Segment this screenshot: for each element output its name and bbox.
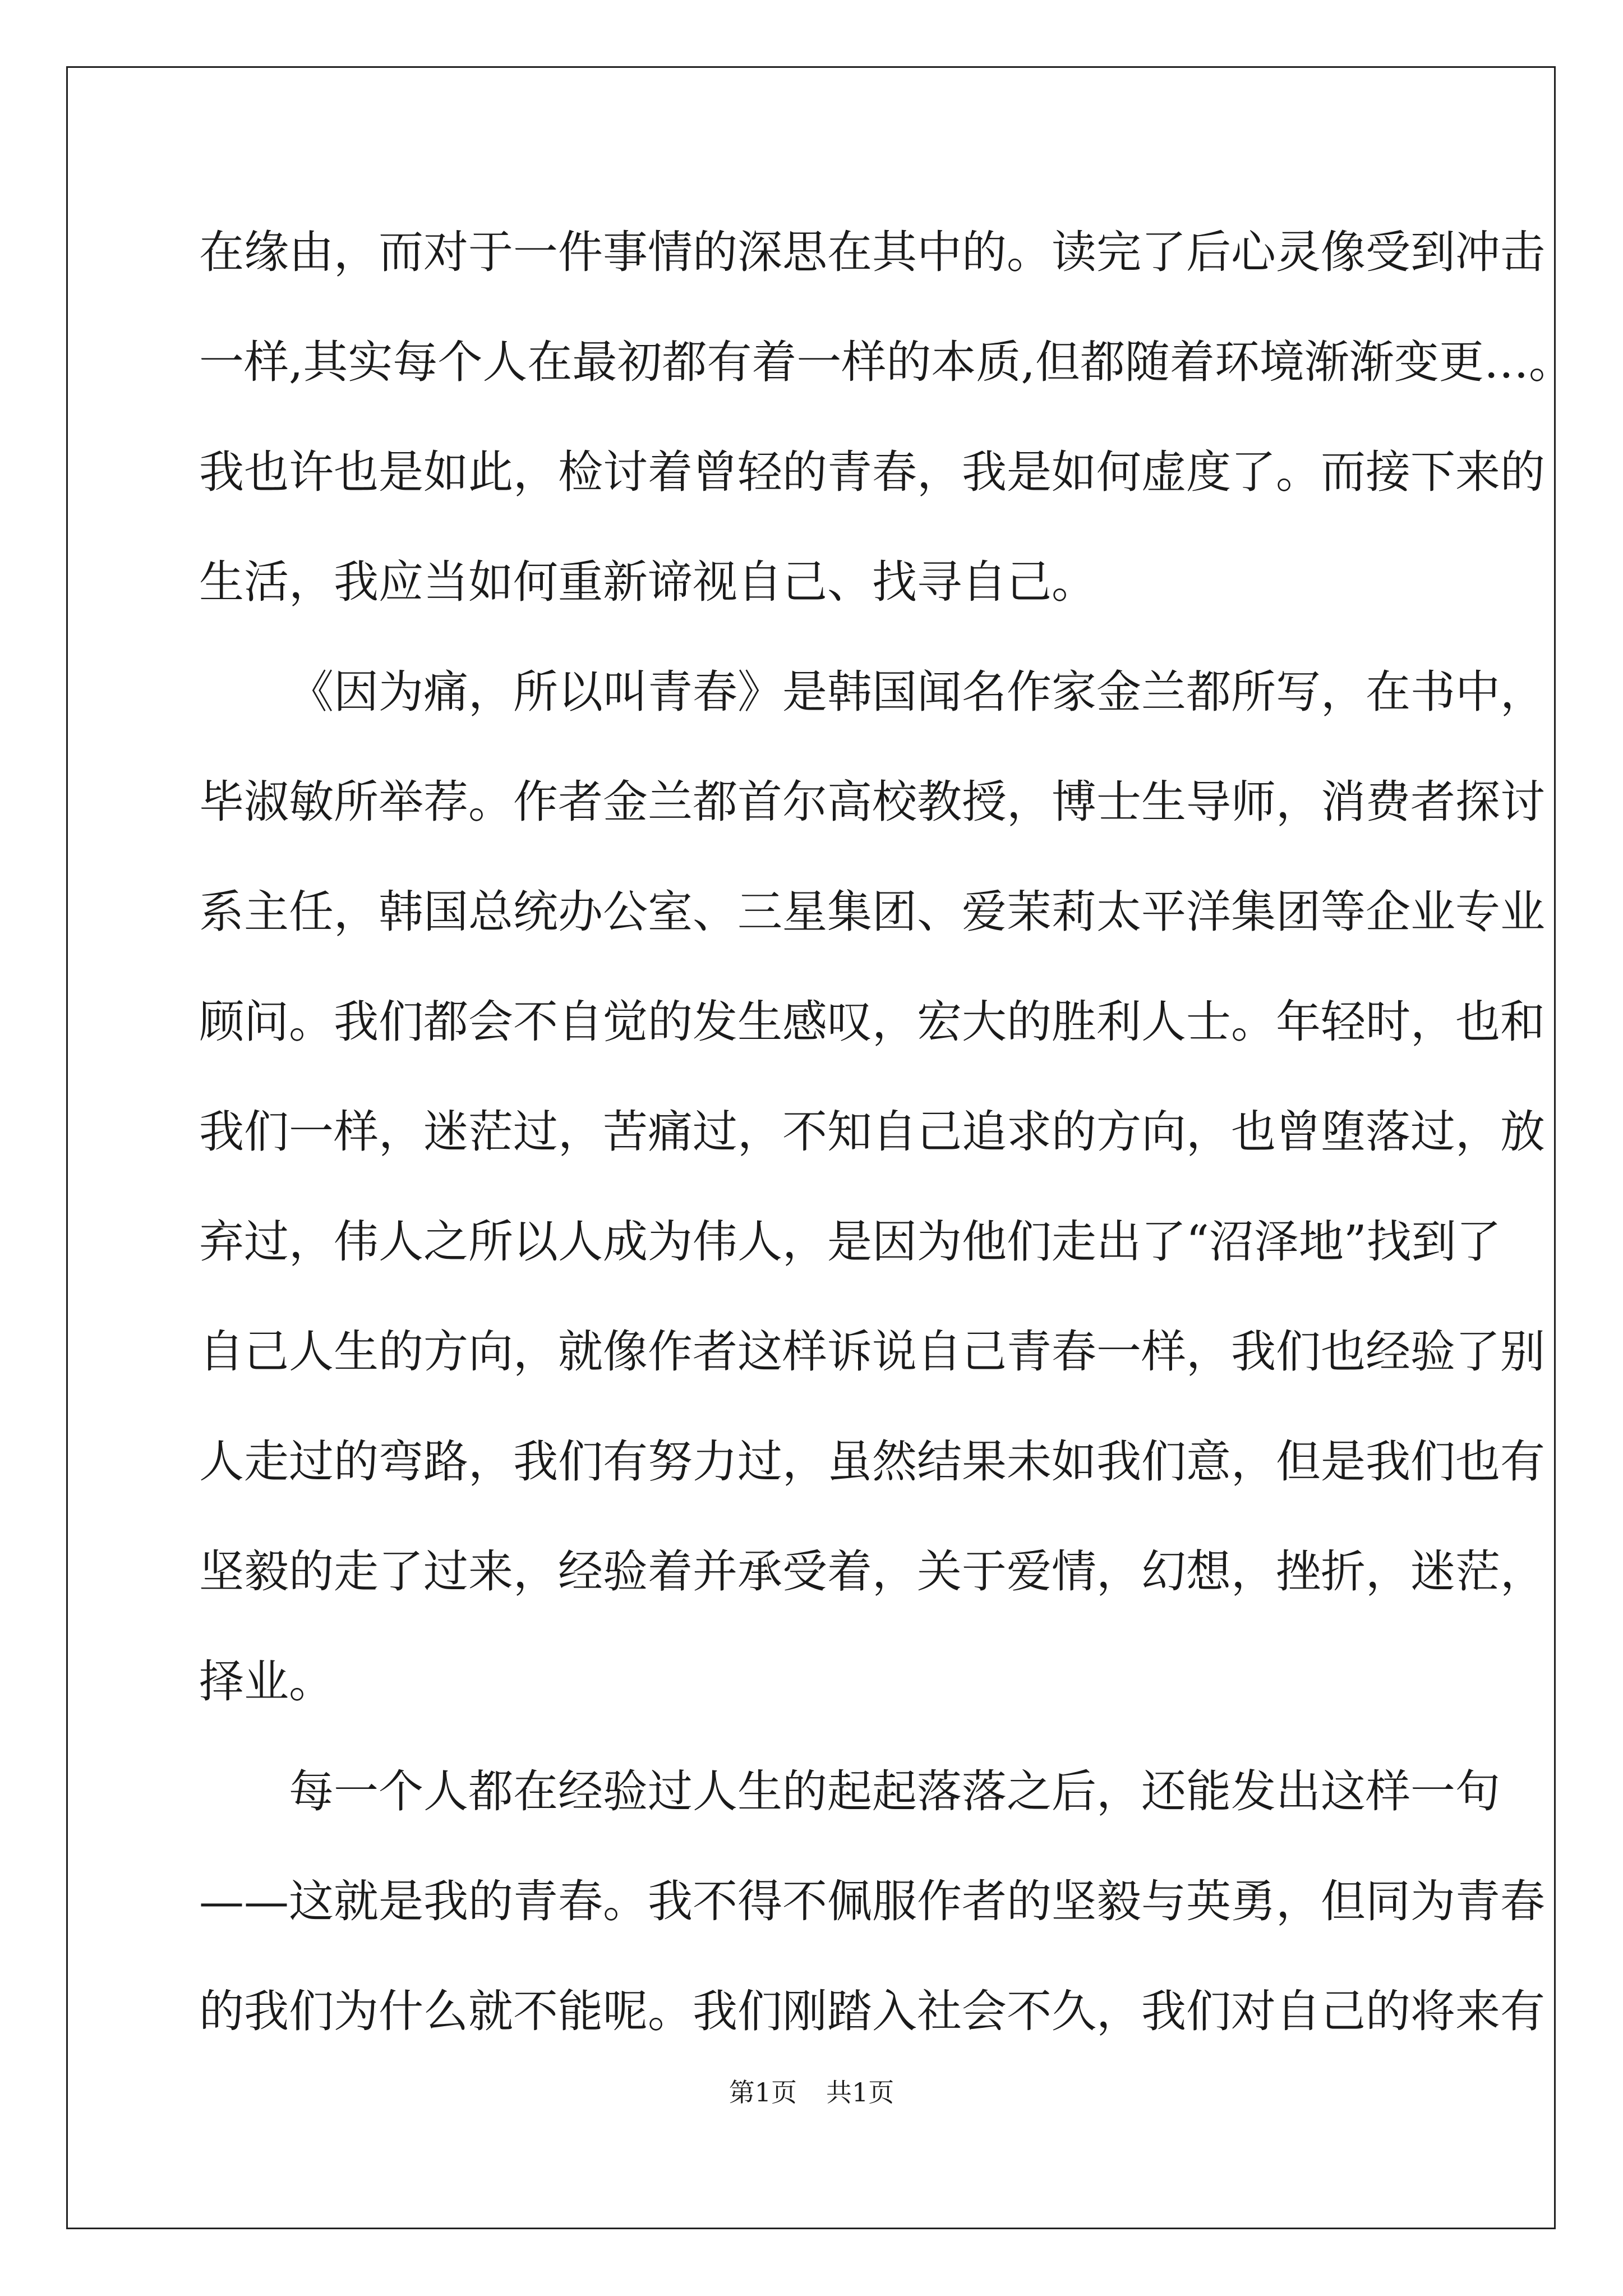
- text-line: 《因为痛，所以叫青春》是韩国闻名作家金兰都所写，在书中，: [289, 666, 1545, 718]
- page-footer: [0, 2076, 1623, 2109]
- text-line: 自己人生的方向，就像作者这样诉说自己青春一样，我们也经验了别: [199, 1326, 1545, 1378]
- text-line: 在缘由，而对于一件事情的深思在其中的。读完了后心灵像受到冲击: [199, 226, 1545, 278]
- text-line: 系主任，韩国总统办公室、三星集团、爱茉莉太平洋集团等企业专业: [199, 886, 1545, 938]
- text-line: ——这就是我的青春。我不得不佩服作者的坚毅与英勇，但同为青春: [199, 1875, 1545, 1927]
- text-line: 毕淑敏所举荐。作者金兰都首尔高校教授，博士生导师，消费者探讨: [199, 776, 1545, 828]
- text-line: 每一个人都在经验过人生的起起落落之后，还能发出这样一句: [289, 1765, 1500, 1818]
- text-line: 择业。: [199, 1655, 334, 1708]
- page-total: 共1页: [826, 2077, 895, 2108]
- text-line: 坚毅的走了过来，经验着并承受着，关于爱情，幻想，挫折，迷茫，: [199, 1545, 1545, 1598]
- text-line: 我们一样，迷茫过，苦痛过，不知自己追求的方向，也曾堕落过，放: [199, 1106, 1545, 1158]
- page-number: 第1页: [728, 2077, 797, 2108]
- text-line: 顾问。我们都会不自觉的发生感叹，宏大的胜利人士。年轻时，也和: [199, 996, 1545, 1048]
- text-line: 我也许也是如此，检讨着曾轻的青春，我是如何虚度了。而接下来的: [199, 446, 1545, 498]
- text-line: 的我们为什么就不能呢。我们刚踏入社会不久，我们对自己的将来有: [199, 1985, 1545, 2037]
- text-line: 弃过，伟人之所以人成为伟人，是因为他们走出了“沼泽地”找到了: [199, 1216, 1501, 1268]
- text-line: 人走过的弯路，我们有努力过，虽然结果未如我们意，但是我们也有: [199, 1435, 1545, 1488]
- text-line: 一样,其实每个人在最初都有着一样的本质,但都随着环境渐渐变更…。: [199, 336, 1574, 388]
- text-line: 生活，我应当如何重新谛视自己、找寻自己。: [199, 556, 1096, 608]
